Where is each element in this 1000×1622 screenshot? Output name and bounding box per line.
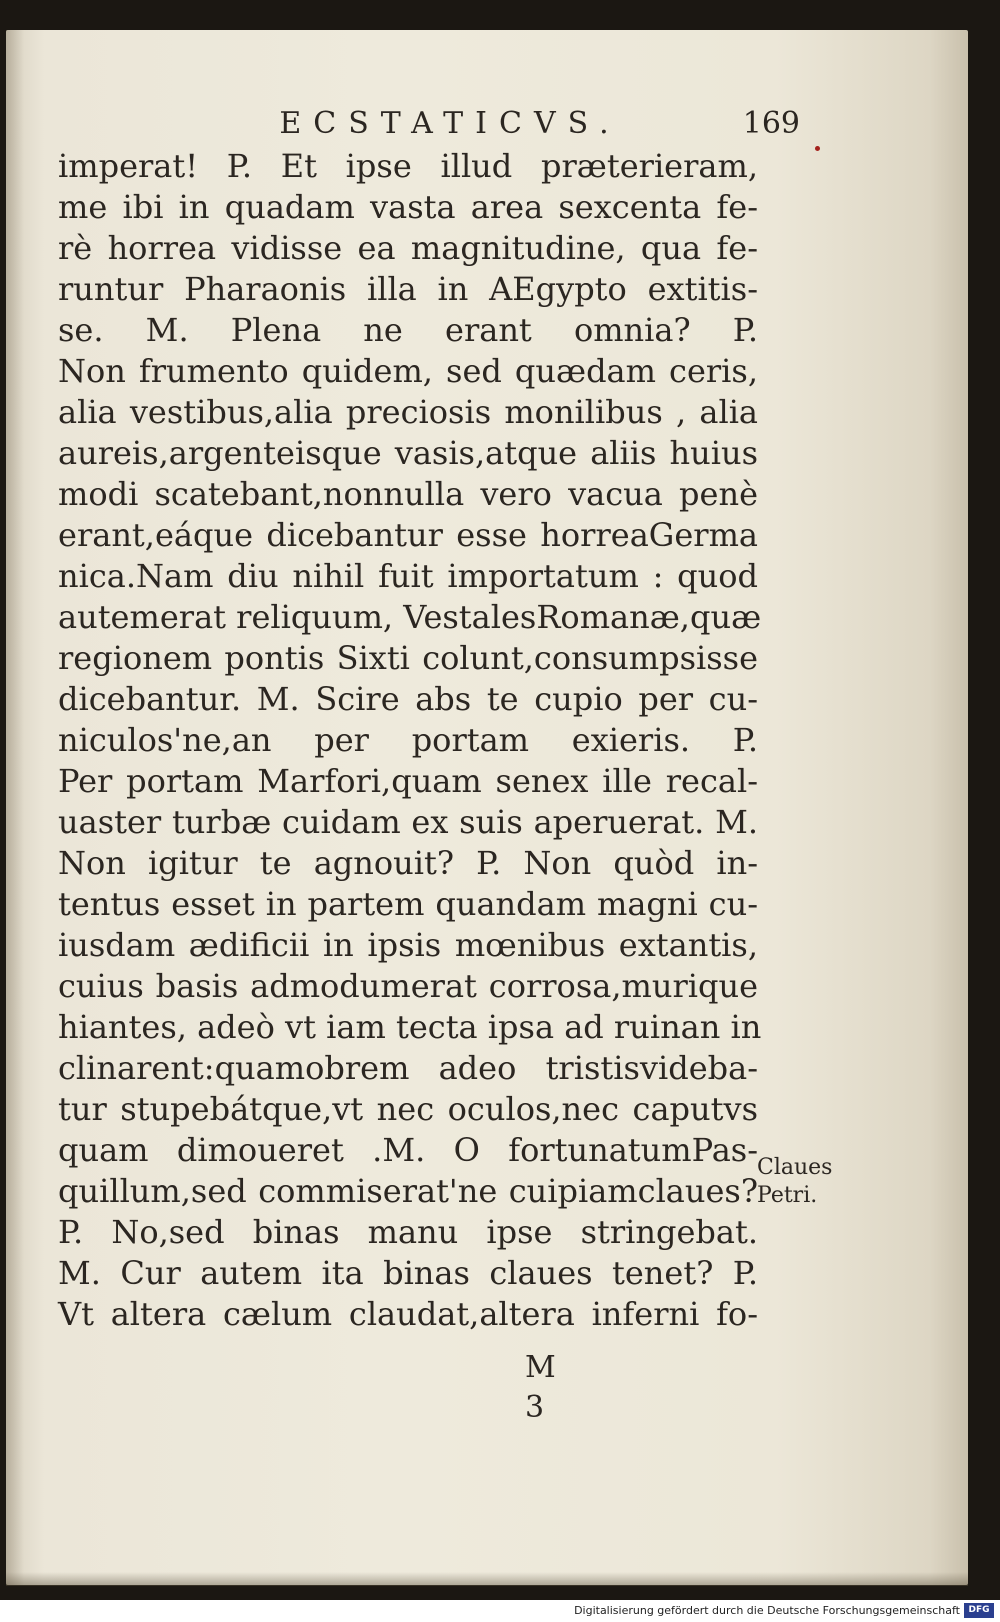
text-line: Per portam Marfori,quam senex ille recal-	[58, 762, 758, 800]
text-line: rè horrea vidisse ea magnitudine, qua fe-	[58, 229, 758, 267]
text-line: runtur Pharaonis illa in AEgypto extitis-	[58, 270, 758, 308]
text-line: uaster turbæ cuidam ex suis aperuerat. M.	[58, 803, 758, 841]
text-line: nica.Nam diu nihil fuit importatum : quod	[58, 557, 758, 595]
text-line: tur stupebátque,vt nec oculos,nec caputvs	[58, 1090, 758, 1128]
text-line: niculos'ne,an per portam exieris. P.	[58, 721, 758, 759]
text-line: alia vestibus,alia preciosis monilibus , alia	[58, 393, 758, 431]
text-line: hiantes, adeò vt iam tecta ipsa ad ruinan in	[58, 1008, 762, 1046]
signature-mark: M 3	[525, 1350, 578, 1425]
text-line: dicebantur. M. Scire abs te cupio per cu-	[58, 680, 758, 718]
body-text	[58, 146, 762, 1335]
running-head	[60, 102, 800, 146]
text-line: se. M. Plena ne erant omnia? P.	[58, 311, 758, 349]
text-line: tentus esset in partem quandam magni cu-	[58, 885, 758, 923]
text-line: quillum,sed commiserat'ne cuipiamclaues?	[58, 1172, 758, 1210]
text-line: P. No,sed binas manu ipse stringebat.	[58, 1213, 758, 1251]
page-number: 169	[742, 106, 800, 141]
text-line: Non frumento quidem, sed quædam ceris,	[58, 352, 758, 390]
text-line: cuius basis admodumerat corrosa,murique	[58, 967, 758, 1005]
text-line: iusdam ædificii in ipsis mœnibus extantis,	[58, 926, 758, 964]
text-line: me ibi in quadam vasta area sexcenta fe-	[58, 188, 758, 226]
text-line: Vt altera cælum claudat,altera inferni fo-	[58, 1295, 758, 1333]
marginal-note	[757, 1154, 847, 1210]
marginal-note-line: Claues	[757, 1155, 833, 1180]
text-line: regionem pontis Sixti colunt,consumpsisse	[58, 639, 758, 677]
footer-credit: Digitalisierung gefördert durch die Deutsche Forschungsgemeinschaft	[574, 1604, 960, 1617]
text-line: modi scatebant,nonnulla vero vacua penè	[58, 475, 758, 513]
text-line: Non igitur te agnouit? P. Non quòd in-	[58, 844, 758, 882]
page-bottom-edge	[6, 1572, 968, 1586]
running-head-title: ECSTATICVS.	[279, 106, 621, 141]
text-line: autemerat reliquum, VestalesRomanæ,quæ	[58, 598, 762, 636]
text-line: M. Cur autem ita binas claues tenet? P.	[58, 1254, 758, 1292]
text-line: aureis,argenteisque vasis,atque aliis huius	[58, 434, 758, 472]
dfg-logo: DFG	[964, 1603, 994, 1618]
text-line: erant,eáque dicebantur esse horreaGerma	[58, 516, 758, 554]
text-line: quam dimoueret .M. O fortunatumPas-	[58, 1131, 758, 1169]
text-line: imperat! P. Et ipse illud præterieram,	[58, 147, 758, 185]
marginal-note-line: Petri.	[757, 1183, 818, 1208]
text-line: clinarent:quamobrem adeo tristisvideba-	[58, 1049, 758, 1087]
footer-bar	[0, 1600, 1000, 1622]
gutter-shadow	[6, 30, 24, 1585]
ink-speck	[815, 146, 820, 151]
